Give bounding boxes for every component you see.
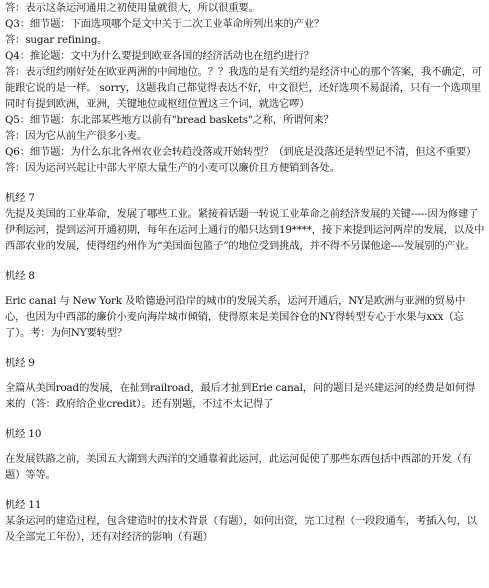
section-heading-10: 机经 10 bbox=[5, 428, 42, 440]
section-paragraph-9: 全篇从美国road的发展，在扯到railroad，最后才扯到Erie canal，问的题目是兴建运河的经费是如何得来的（答：政府给企业credit）。还有别题，不过不太记得了 bbox=[5, 382, 476, 410]
section-heading-8: 机经 8 bbox=[5, 270, 35, 282]
answer-q6: 答：因为运河兴起让中部大平原大量生产的小麦可以廉价且方便销到各处。 bbox=[5, 162, 340, 174]
section-paragraph-7: 先提及美国的工业革命，发展了哪些工业。紧接着话题一转说工业革命之前经济发展的关键-----因为修建了伊利运河，提到运河开通初期，每年在运河上通行的船只达到19****，接下来提到运河两岸的发展，以及中西部农业的发展，使得纽约州作为“美国面包篮子”的地位受到挑战，并不得不另谋他途----发展别的产业。 bbox=[5, 208, 485, 252]
section-heading-7: 机经 7 bbox=[5, 192, 35, 204]
question-q5: Q5：细节题：东北部某些地方以前有"bread baskets"之称，所谓何来？ bbox=[5, 114, 334, 126]
answer-line: 答：表示这条运河通用之初使用量就很大，所以很重要。 bbox=[5, 2, 259, 14]
document-body bbox=[5, 0, 485, 545]
section-heading-11: 机经 11 bbox=[5, 499, 42, 511]
question-q3: Q3：细节题：下面选项哪个是文中关于二次工业革命所列出来的产业？ bbox=[5, 18, 325, 30]
section-paragraph-8: Eric canal 与 New York 及哈德逊河沿岸的城市的发展关系，运河开通后，NY是欧洲与亚洲的贸易中心，也因为中西部的廉价小麦向海岸城市倾销，使得原来是美国谷仓的NY得转型专心于水果与xxx（忘了）。考：为何NY要转型？ bbox=[5, 295, 466, 339]
answer-q5: 答：因为它从前生产很多小麦。 bbox=[5, 130, 148, 142]
section-paragraph-10: 在发展铁路之前，美国五大湖到大西洋的交通靠着此运河，此运河促使了那些东西包括中西部的开发（有题）等等。 bbox=[5, 453, 472, 481]
section-paragraph-11: 某条运河的建造过程，包含建造时的技术背景（有题），如何出资，完工过程（一段段通车，考插入句，以及全部完工年份），还有对经济的影响（有题） bbox=[5, 515, 477, 543]
question-q6: Q6：细节题：为什么东北各州农业会转趋没落或开始转型？（到底是没落还是转型记不清，但这不重要） bbox=[5, 146, 477, 158]
answer-q3: 答：sugar refining。 bbox=[5, 34, 108, 46]
section-heading-9: 机经 9 bbox=[5, 357, 35, 369]
answer-q4: 答：表示纽约刚好处在欧亚两洲的中间地位。？？我选的是有关纽约是经济中心的那个答案，我不确定，可能跟它说的是一样。 sorry，这题我自己都觉得表达不好，中文很烂，还好选项不易混淆，只有一个选项里同时有提到欧洲，亚洲，关键地位或枢纽位置这三个词，就选它啰） bbox=[5, 66, 482, 110]
question-q4: Q4：推论题：文中为什么要提到欧亚各国的经济活动也在纽约进行？ bbox=[5, 50, 314, 62]
